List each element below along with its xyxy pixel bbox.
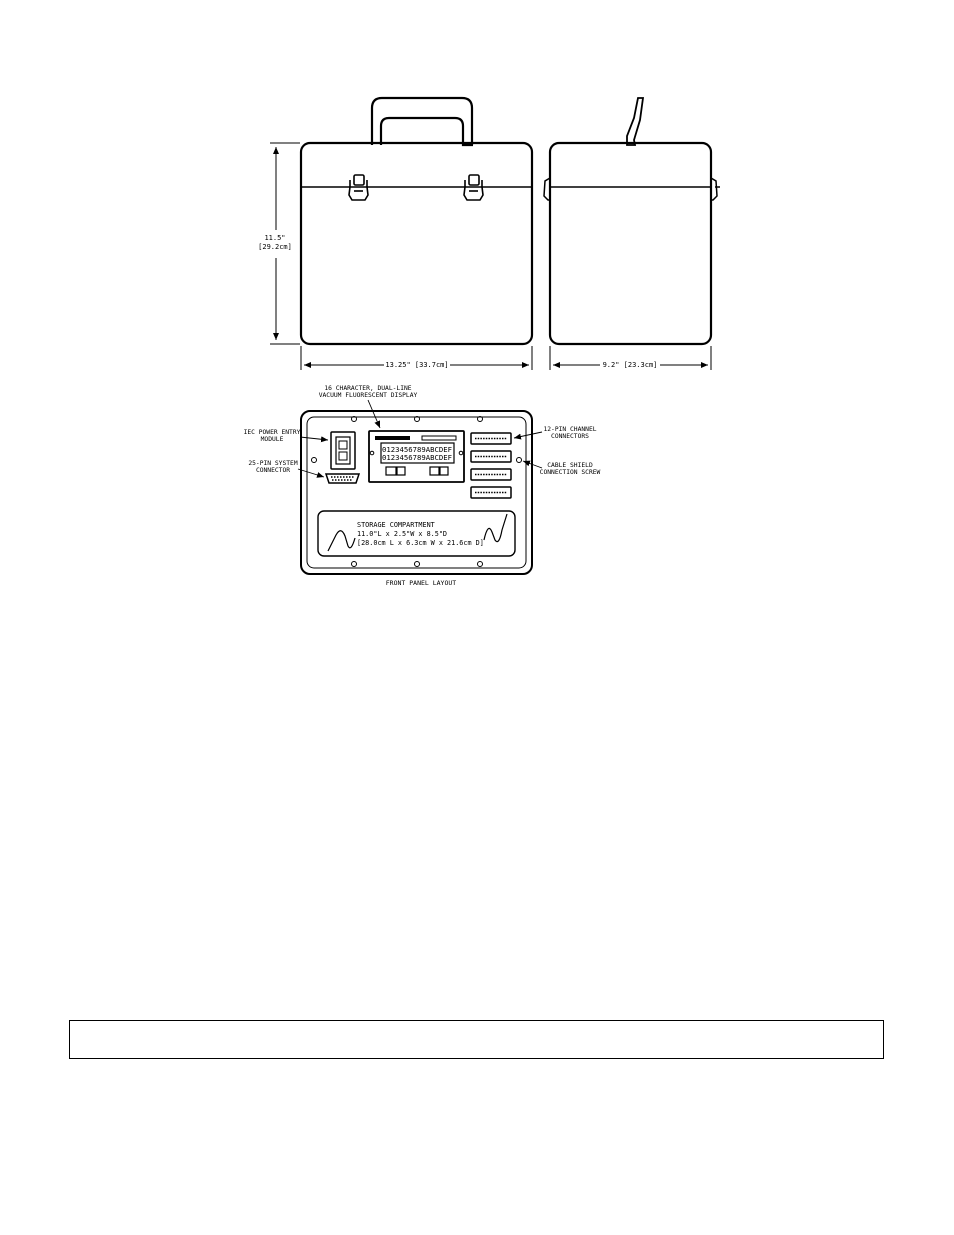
depth-label: 9.2" [23.3cm] [602,361,658,369]
height-label: 11.5" [264,234,286,242]
side-handle [627,98,643,145]
front-panel-caption: FRONT PANEL LAYOUT [385,579,457,587]
system-callout-line-1: 25-PIN SYSTEM [248,460,298,467]
display-callout-line-1: 16 CHARACTER, DUAL-LINE [324,385,412,392]
storage-title: STORAGE COMPARTMENT [357,521,435,529]
shield-callout-line-1: CABLE SHIELD [547,462,593,469]
case-body [301,143,532,344]
display-line-2: 0123456789ABCDEF [382,453,452,462]
channel-callout-line-1: 12-PIN CHANNEL [543,426,597,433]
case-side-view [544,98,720,344]
carry-handle [372,98,473,145]
storage-squiggle-left [328,531,355,551]
power-callout-line-2: MODULE [260,436,284,443]
power-callout-line-1: IEC POWER ENTRY [243,429,301,436]
storage-size-imperial: 11.0"L x 2.5"W x 8.5"D [357,530,448,538]
system-connector [326,474,359,483]
channel-connectors [471,433,511,498]
case-front-view [301,98,532,344]
shield-callout-line-2: CONNECTION SCREW [539,469,601,476]
power-entry-module [331,432,355,469]
caption-box [69,1020,884,1059]
display-callout-line-2: VACUUM FLUORESCENT DISPLAY [318,392,418,399]
width-label: 13.25" [33.7cm] [385,361,449,369]
front-panel [301,411,532,574]
display-line-1: 0123456789ABCDEF [382,445,452,454]
channel-callout-line-2: CONNECTORS [551,433,589,440]
storage-size-metric: [28.0cm L x 6.3cm W x 21.6cm D] [357,539,484,547]
height-metric-label: [29.2cm] [258,243,292,251]
system-callout-line-2: CONNECTOR [255,467,291,474]
storage-squiggle-right [484,514,507,542]
side-body [550,143,711,344]
